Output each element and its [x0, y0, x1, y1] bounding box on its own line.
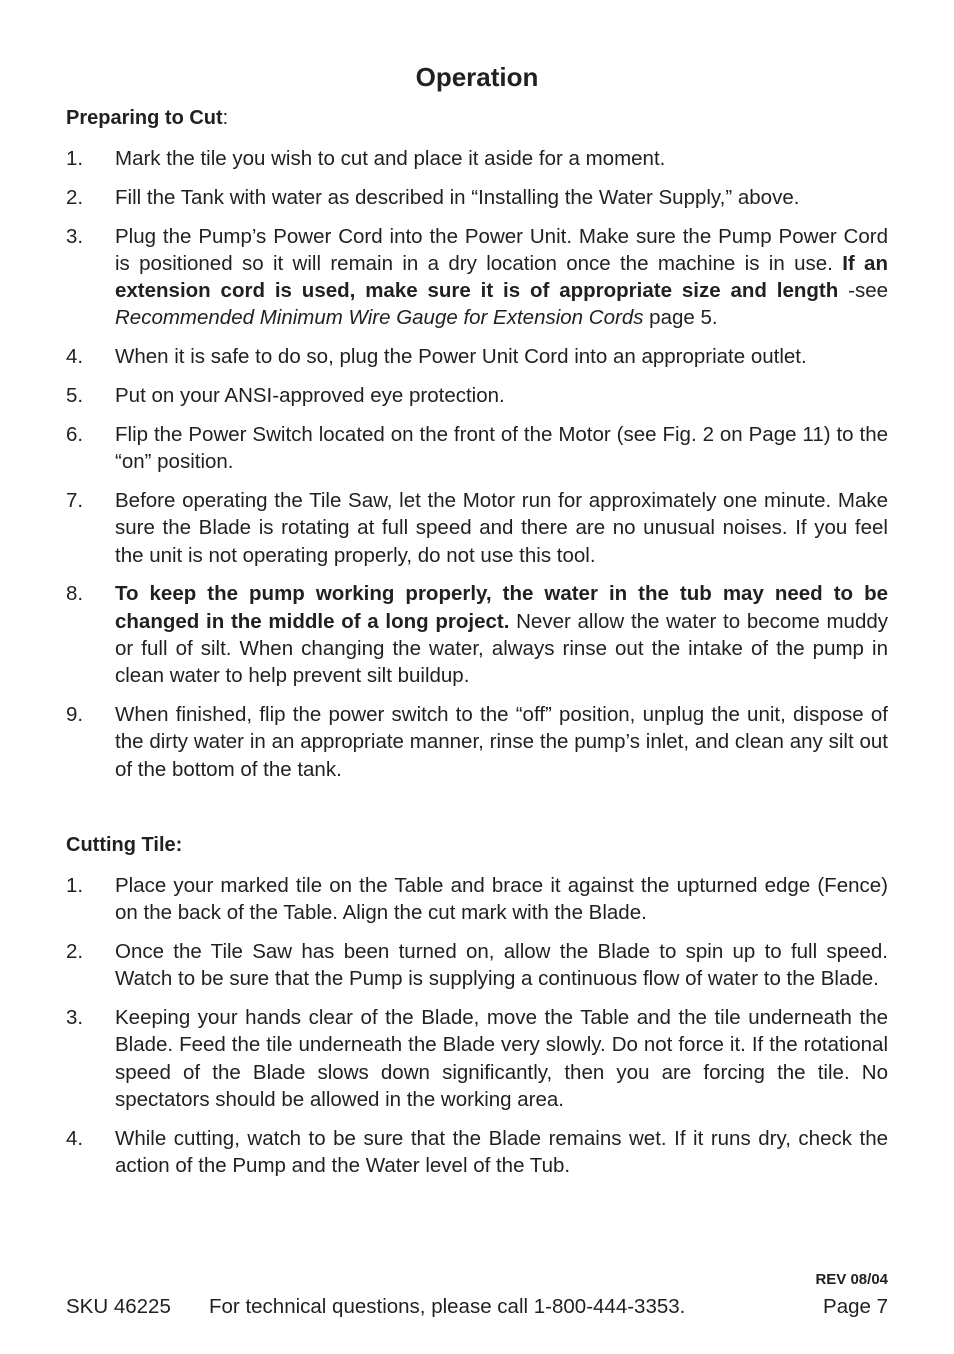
list-item	[66, 223, 888, 332]
preparing-heading	[66, 107, 228, 130]
step-text: Plug the Pump’s Power Cord into the Power Unit. Make sure the Pump Power Cord is positioned so it will remain in a dry location once the machine is in use.	[115, 224, 888, 275]
step-reference-text: Recommended Minimum Wire Gauge for Extension Cords	[115, 306, 644, 330]
list-item	[66, 421, 888, 476]
support-phone-text: For technical questions, please call 1-800-444-3353.	[209, 1295, 686, 1318]
preparing-heading-colon: :	[222, 107, 229, 129]
step-number: 8.	[66, 582, 84, 606]
list-item	[66, 184, 888, 211]
step-text: Mark the tile you wish to cut and place it aside for a moment.	[115, 147, 666, 170]
step-text: Fill the Tank with water as described in “Installing the Water Supply,” above.	[115, 185, 800, 209]
list-item	[66, 487, 888, 569]
step-warning-text: If an extension cord is used, make sure it is of appropriate size and length	[115, 251, 888, 303]
step-number: 4.	[66, 1126, 84, 1150]
step-number: 7.	[66, 488, 84, 512]
list-item	[66, 872, 888, 927]
step-text: Keeping your hands clear of the Blade, move the Table and the tile underneath the Blade. Feed the tile underneath the Blade very slowly. Do not force it. If the rotational speed of the Blade slows down significantly, then you are forcing the tile. No spectators should be allowed in the working area.	[115, 1006, 888, 1112]
step-number: 1.	[66, 147, 84, 170]
list-item	[66, 701, 888, 783]
sku-label: SKU 46225	[66, 1295, 171, 1318]
page-number: Page 7	[823, 1295, 888, 1318]
step-number: 2.	[66, 185, 84, 209]
step-number: 2.	[66, 940, 84, 964]
preparing-steps-list	[66, 145, 888, 794]
step-number: 3.	[66, 224, 84, 248]
step-number: 3.	[66, 1006, 84, 1030]
step-text: While cutting, watch to be sure that the Blade remains wet. If it runs dry, check the action of the Pump and the Water level of the Tub.	[115, 1126, 888, 1178]
step-text: When it is safe to do so, plug the Power Unit Cord into an appropriate outlet.	[115, 345, 807, 369]
step-text: Never allow the water to become muddy or full of silt. When changing the water, always rinse out the intake of the pump in clean water to help prevent silt buildup.	[115, 609, 889, 688]
revision-label: REV 08/04	[815, 1271, 888, 1288]
list-item	[66, 343, 888, 370]
step-text: Once the Tile Saw has been turned on, allow the Blade to spin up to full speed. Watch to be sure that the Pump is supplying a continuous flow of water to the Blade.	[115, 940, 888, 991]
step-number: 6.	[66, 422, 84, 446]
step-text: page 5.	[643, 306, 718, 330]
step-text: Put on your ANSI-approved eye protection.	[115, 384, 505, 408]
step-text: -see	[838, 279, 888, 303]
list-item	[66, 580, 888, 689]
step-text: Place your marked tile on the Table and brace it against the upturned edge (Fence) on the back of the Table. Align the cut mark with the Blade.	[115, 874, 888, 925]
step-number: 1.	[66, 874, 84, 897]
preparing-heading-text: Preparing to Cut	[66, 107, 223, 129]
step-text: Flip the Power Switch located on the front of the Motor (see Fig. 2 on Page 11) to the “on” position.	[115, 422, 888, 474]
step-text: Before operating the Tile Saw, let the Motor run for approximately one minute. Make sure the Blade is rotating at full speed and there are no unusual noises. If you feel the unit is not operating properly, do not use this tool.	[115, 488, 888, 567]
list-item	[66, 1004, 888, 1113]
cutting-heading: Cutting Tile:	[66, 834, 183, 856]
step-number: 5.	[66, 384, 84, 408]
list-item	[66, 938, 888, 993]
step-number: 9.	[66, 703, 84, 727]
list-item	[66, 382, 888, 409]
list-item	[66, 1125, 888, 1180]
step-text: When finished, flip the power switch to the “off” position, unplug the unit, dispose of the dirty water in an appropriate manner, rinse the pump’s inlet, and clean any silt out of the bottom of the tank.	[115, 703, 888, 781]
list-item	[66, 145, 888, 172]
step-number: 4.	[66, 345, 84, 369]
page-title: Operation	[415, 62, 539, 92]
step-warning-text: To keep the pump working properly, the water in the tub may need to be changed in the middle of a long project.	[115, 582, 888, 633]
cutting-steps-list	[66, 872, 888, 1191]
